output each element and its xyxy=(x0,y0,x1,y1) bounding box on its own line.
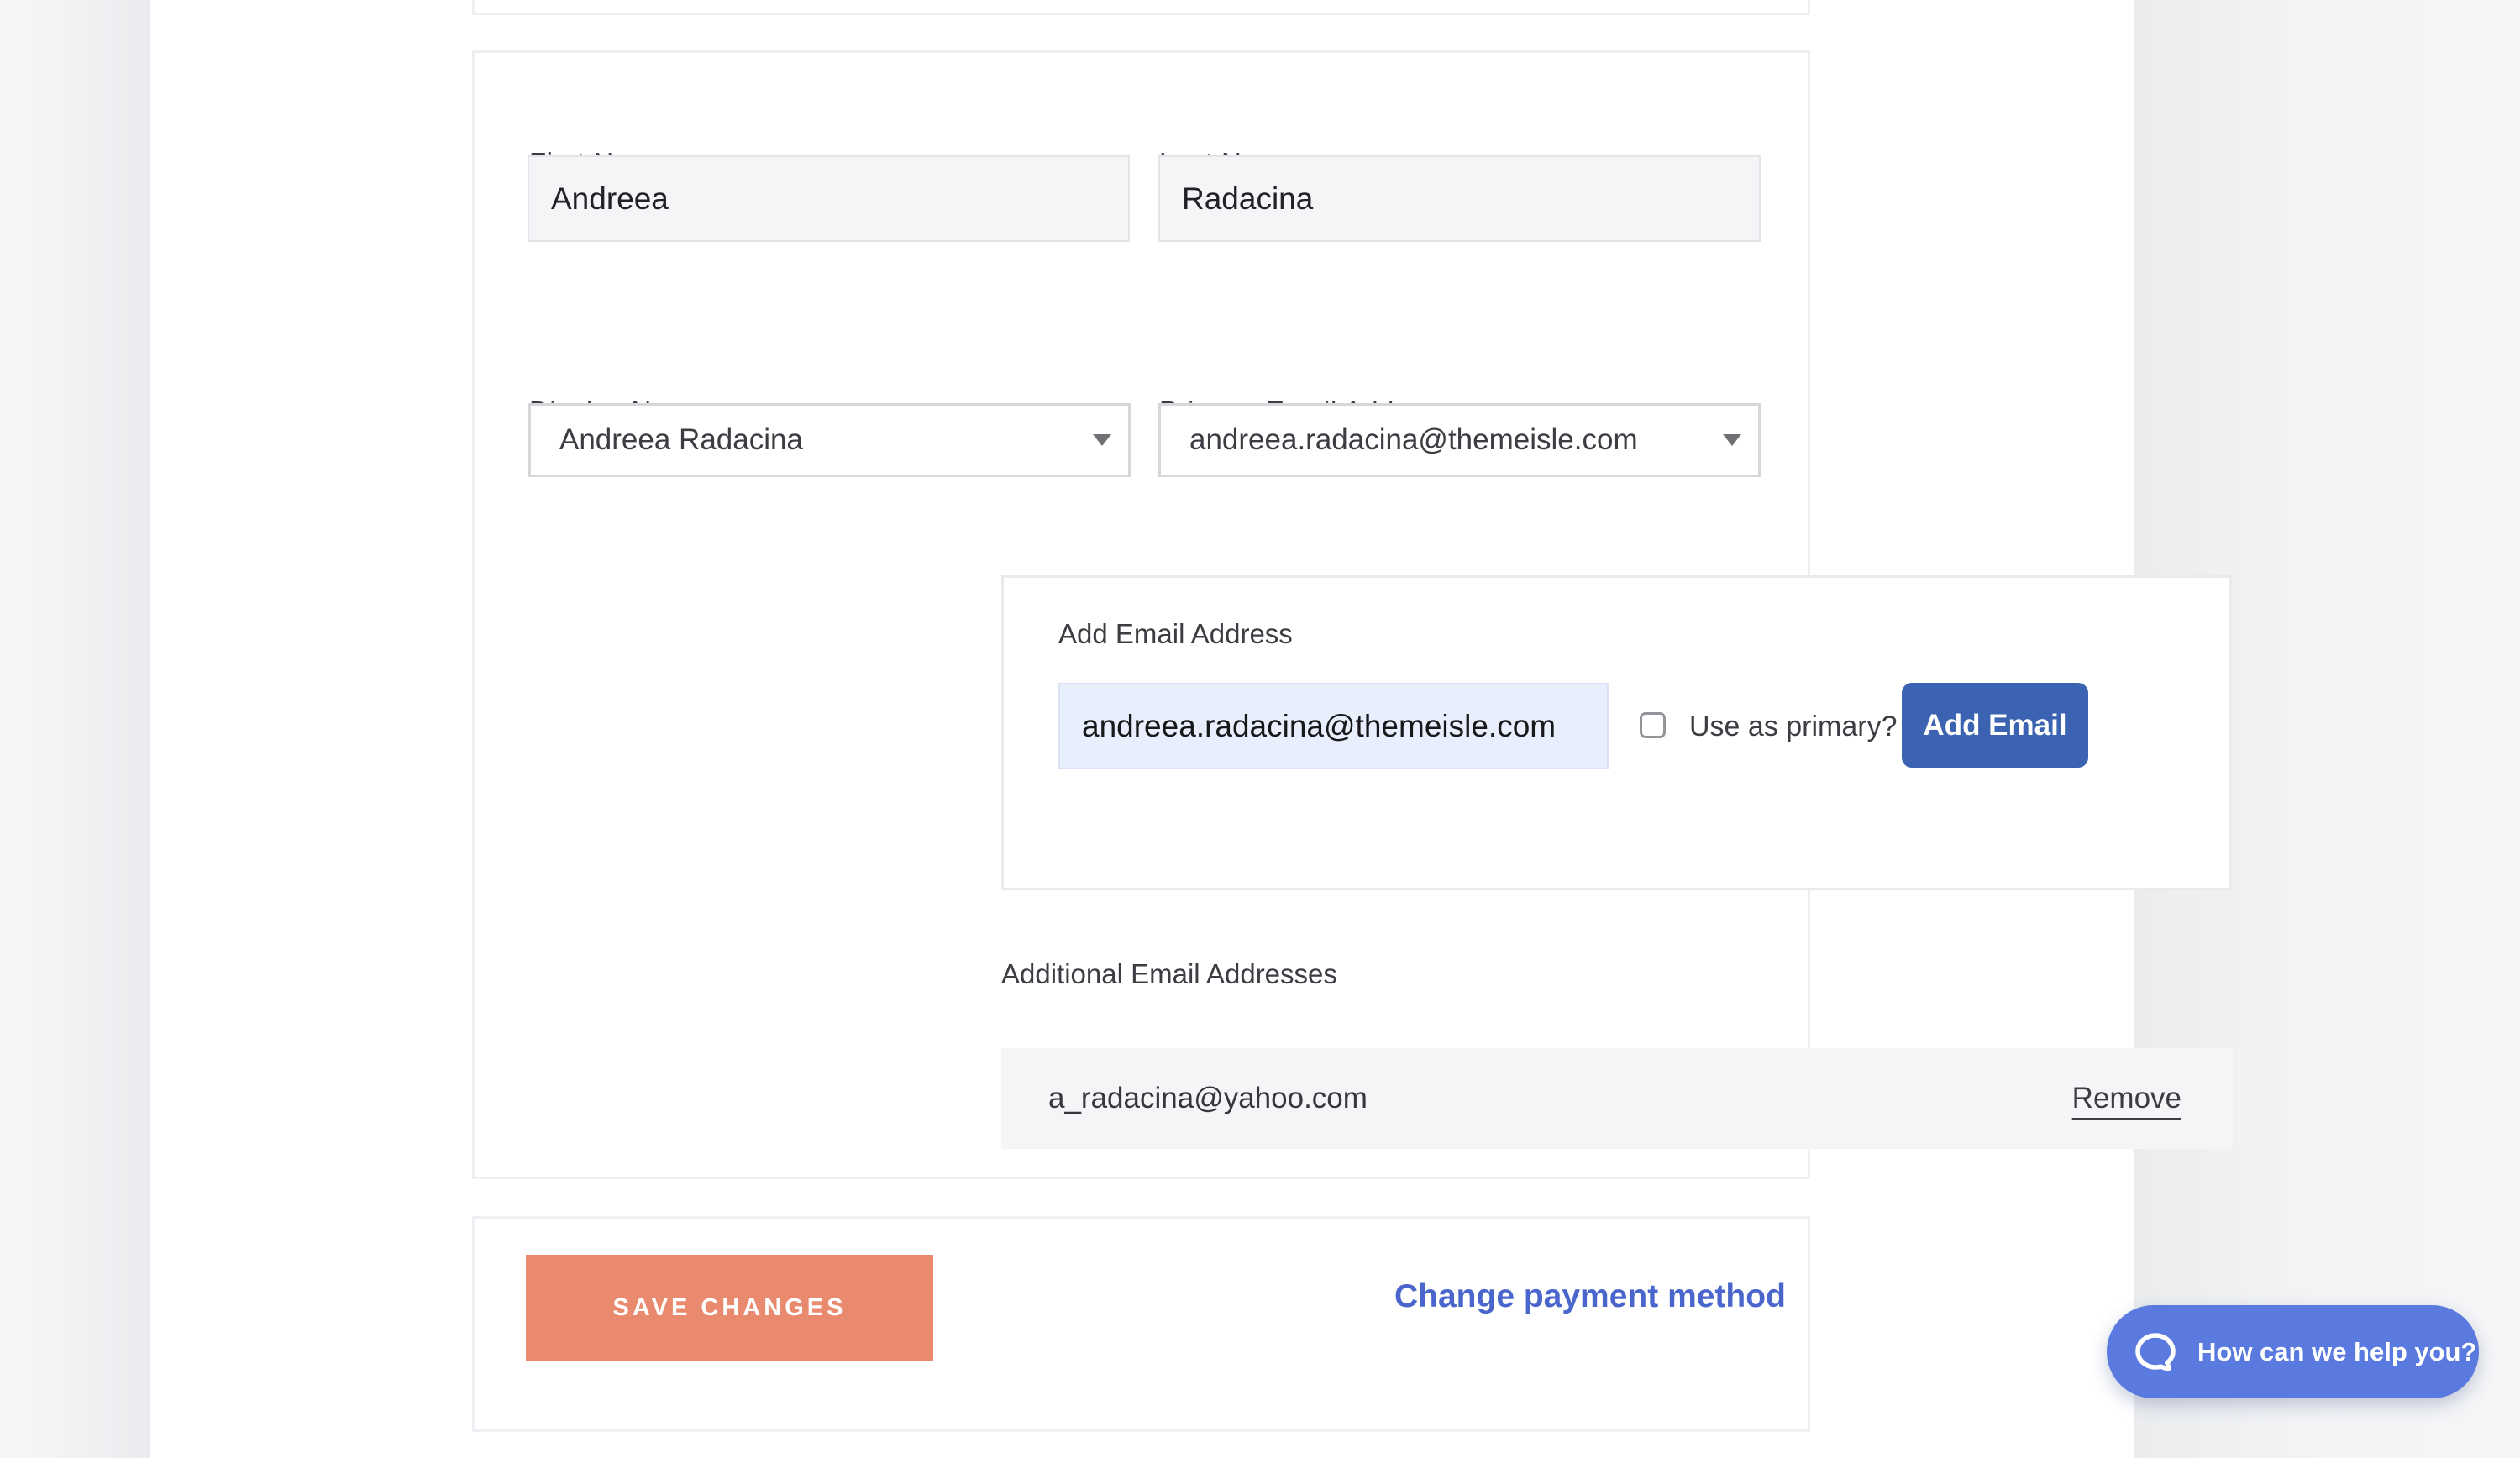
remove-email-link[interactable]: Remove xyxy=(2071,1082,2181,1114)
additional-email-address: a_radacina@yahoo.com xyxy=(1048,1082,1368,1114)
last-name-input[interactable] xyxy=(1158,155,1761,242)
chevron-down-icon xyxy=(1093,434,1111,446)
add-email-panel xyxy=(1001,575,2232,890)
first-name-input[interactable] xyxy=(528,155,1130,242)
add-email-input[interactable] xyxy=(1058,683,1609,769)
display-name-select[interactable] xyxy=(528,403,1131,477)
additional-emails-label: Additional Email Addresses xyxy=(1001,958,1337,989)
display-name-selected-value: Andreea Radacina xyxy=(559,423,803,456)
profile-details-card xyxy=(472,50,2181,1179)
primary-email-select[interactable] xyxy=(1158,403,1761,477)
previous-section-card xyxy=(472,0,1810,15)
additional-email-row xyxy=(1001,1048,2233,1149)
primary-email-selected-value: andreea.radacina@themeisle.com xyxy=(1189,423,1638,456)
chevron-down-icon xyxy=(1723,434,1741,446)
save-changes-button[interactable]: SAVE CHANGES xyxy=(526,1255,933,1361)
chat-bubble-icon xyxy=(2135,1333,2176,1371)
change-payment-method-link[interactable]: Change payment method xyxy=(1394,1278,1786,1314)
chat-widget-label: How can we help you? xyxy=(2197,1336,2477,1366)
add-email-label: Add Email Address xyxy=(1058,618,1293,649)
use-as-primary-checkbox[interactable] xyxy=(1640,712,1666,738)
use-as-primary-label: Use as primary? xyxy=(1689,711,1898,742)
chat-widget-button[interactable] xyxy=(2107,1305,2479,1398)
left-page-gutter xyxy=(0,0,150,1458)
add-email-button[interactable]: Add Email xyxy=(1902,683,2088,768)
